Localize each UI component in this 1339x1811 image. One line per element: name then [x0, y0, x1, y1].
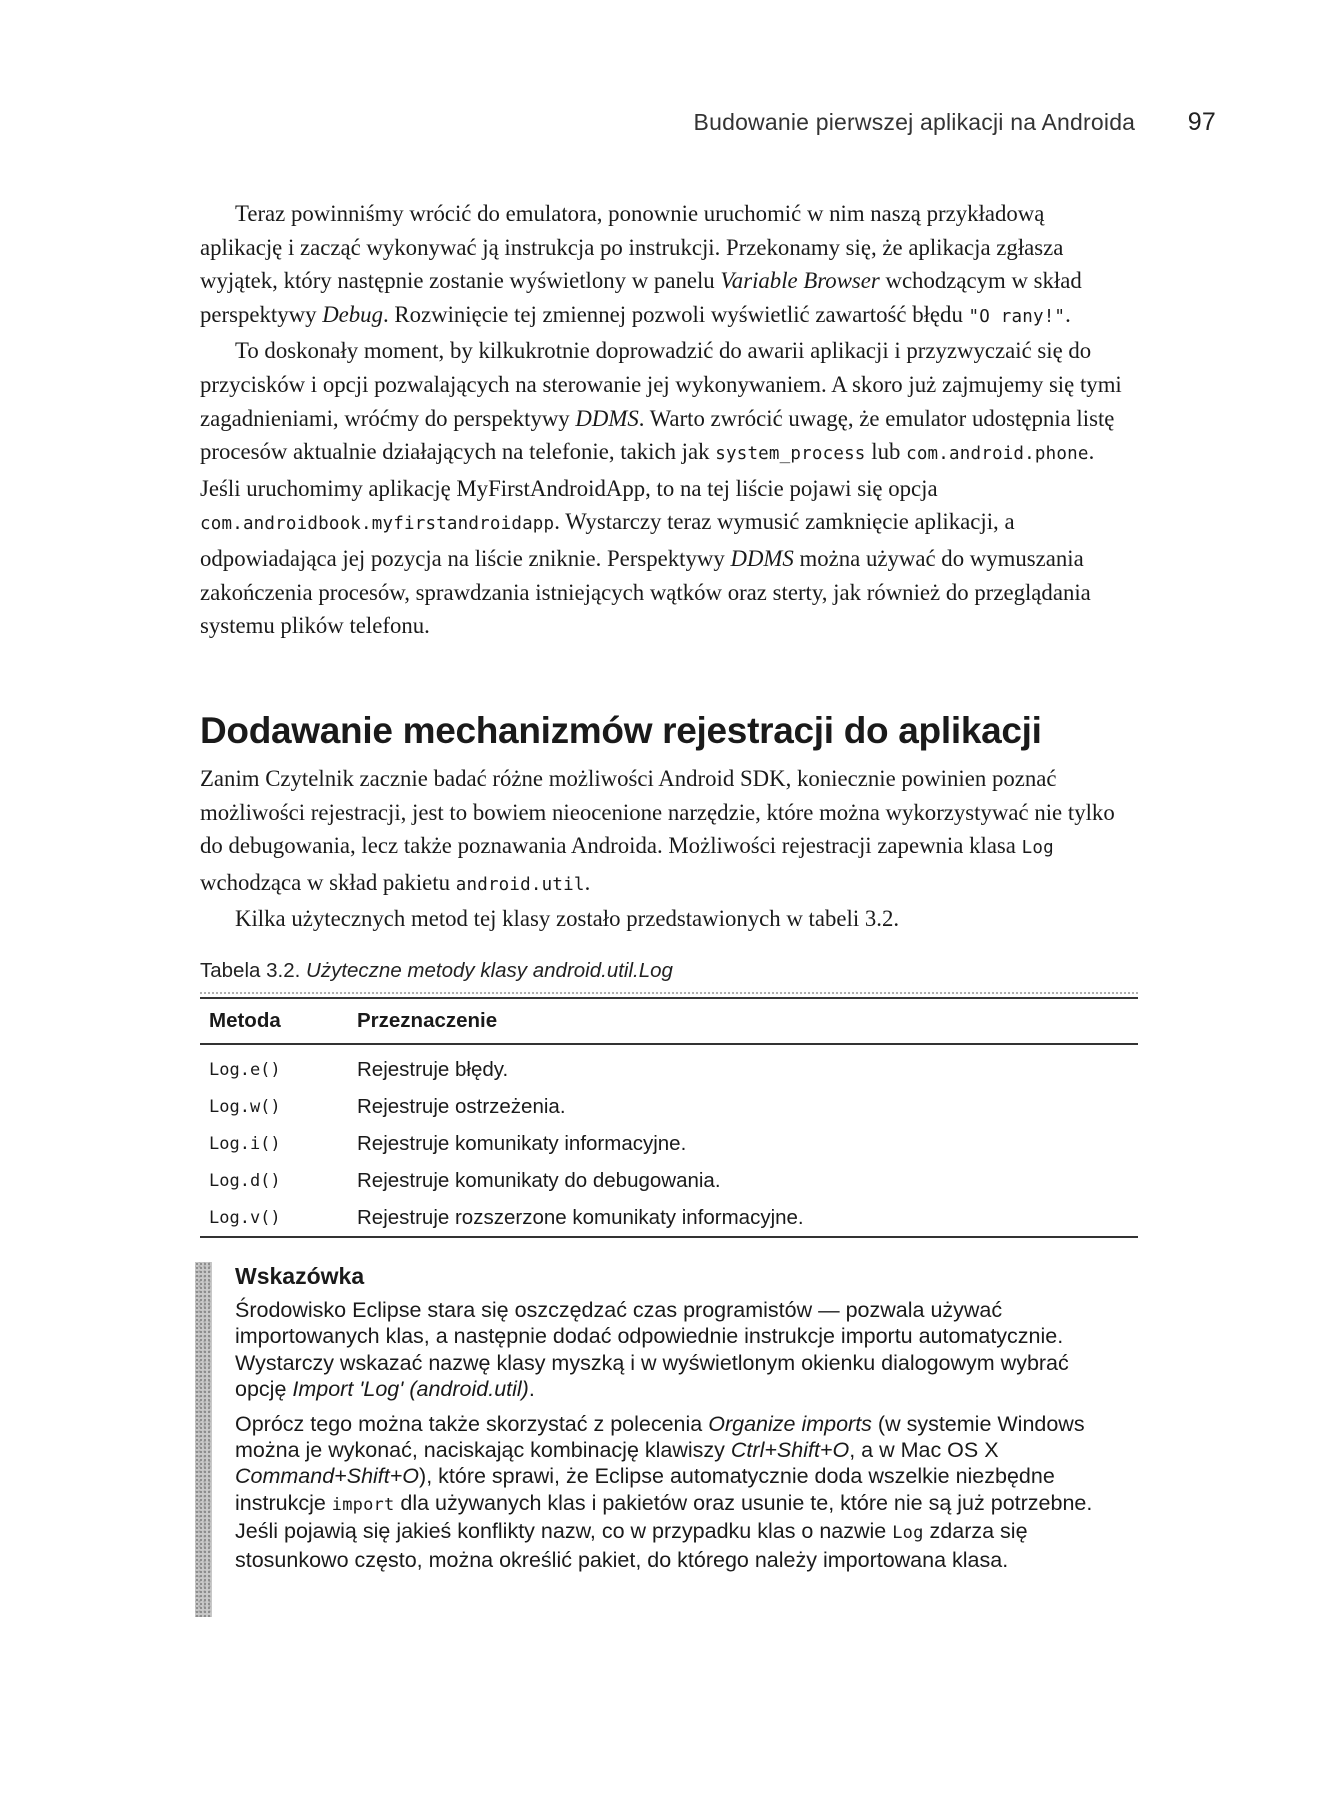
- emphasis: Debug: [322, 301, 383, 327]
- section-text: [200, 762, 1130, 936]
- inline-code: "O rany!": [968, 306, 1066, 327]
- purpose-cell: Rejestruje błędy.: [357, 1057, 509, 1081]
- tip-content: [235, 1262, 1125, 1581]
- table-row: [200, 1199, 1138, 1237]
- method-cell: Log.w(): [209, 1096, 281, 1117]
- inline-code: com.androidbook.myfirstandroidapp: [200, 514, 555, 535]
- running-head: [0, 108, 1216, 137]
- emphasis: DDMS: [730, 545, 794, 571]
- purpose-cell: Rejestruje komunikaty do debugowania.: [357, 1168, 721, 1192]
- method-cell: Log.i(): [209, 1133, 281, 1154]
- methods-table-wrapper: [200, 992, 1138, 1238]
- column-header-purpose: Przeznaczenie: [357, 1009, 498, 1032]
- tip-paragraph: Oprócz tego można także skorzystać z polecenia Organize imports (w systemie Windows można je wykonać, naciskając kombinację klawiszy Ctrl+Shift+O, a w Mac OS X Command+Shift+O), które sprawi, że Eclipse automatycznie doda wszelkie niezbędne instrukcje import dla używanych klas i pakietów oraz usunie te, które nie są już potrzebne. Jeśli pojawią się jakieś konflikty nazw, co w przypadku klas o nazwie Log zdarza się stosunkowo często, można określić pakiet, do którego należy importowana klasa.: [235, 1411, 1093, 1572]
- inline-code: import: [331, 1494, 395, 1515]
- column-header-method: Metoda: [209, 1009, 281, 1032]
- method-cell: Log.v(): [209, 1207, 281, 1228]
- method-cell: Log.e(): [209, 1059, 281, 1080]
- inline-code: system_process: [715, 444, 866, 465]
- table-caption-label: Tabela 3.2.: [200, 959, 301, 982]
- purpose-cell: Rejestruje rozszerzone komunikaty informacyjne.: [357, 1205, 804, 1229]
- tip-title: Wskazówka: [235, 1263, 365, 1289]
- paragraph: To doskonały moment, by kilkukrotnie doprowadzić do awarii aplikacji i przyzwyczaić się do przycisków i opcji pozwalających na sterowanie jej wykonywaniem. A skoro już zajmujemy się tymi zagadnieniami, wróćmy do perspektywy DDMS. Warto zwrócić uwagę, że emulator udostępnia listę procesów aktualnie działających na telefonie, takich jak system_process lub com.android.phone. Jeśli uruchomimy aplikację MyFirstAndroidApp, to na tej liście pojawi się opcja com.androidbook.myfirstandroidapp. Wystarczy teraz wymusić zamknięcie aplikacji, a odpowiadająca jej pozycja na liście zniknie. Perspektywy DDMS można używać do wymuszania zakończenia procesów, sprawdzania istniejących wątków oraz sterty, jak również do przeglądania systemu plików telefonu.: [200, 338, 1122, 639]
- table-header-row: [200, 998, 1138, 1044]
- purpose-cell: Rejestruje komunikaty informacyjne.: [357, 1131, 687, 1155]
- tip-paragraph: Środowisko Eclipse stara się oszczędzać czas programistów — pozwala używać importowanych klas, a następnie dodać odpowiednie instrukcje importu automatycznie. Wystarczy wskazać nazwę klasy myszką i w wyświetlonym okienku dialogowym wybrać opcję Import 'Log' (android.util).: [235, 1298, 1069, 1402]
- inline-code: android.util: [455, 874, 585, 895]
- table-row: [200, 1044, 1138, 1088]
- emphasis: Organize imports: [708, 1411, 872, 1436]
- purpose-cell: Rejestruje ostrzeżenia.: [357, 1094, 566, 1118]
- running-title: Budowanie pierwszej aplikacji na Androida: [693, 109, 1136, 135]
- emphasis: Variable Browser: [720, 268, 880, 294]
- inline-code: Log: [1021, 838, 1054, 859]
- paragraph: Kilka użytecznych metod tej klasy zostało przedstawionych w tabeli 3.2.: [235, 906, 900, 932]
- table-row: [200, 1162, 1138, 1199]
- page-number: 97: [1187, 108, 1216, 136]
- emphasis: Ctrl+Shift+O: [730, 1438, 850, 1463]
- emphasis: DDMS: [575, 405, 639, 431]
- section-heading: Dodawanie mechanizmów rejestracji do aplikacji: [200, 710, 1042, 751]
- method-cell: Log.d(): [209, 1170, 281, 1191]
- table-row: [200, 1125, 1138, 1162]
- table-row: [200, 1088, 1138, 1125]
- tip-sidebar-decoration: [195, 1262, 212, 1617]
- paragraph: Teraz powinniśmy wrócić do emulatora, ponownie uruchomić w nim naszą przykładową aplikację i zacząć wykonywać ją instrukcja po instrukcji. Przekonamy się, że aplikacja zgłasza wyjątek, który następnie zostanie wyświetlony w panelu Variable Browser wchodzącym w skład perspektywy Debug. Rozwinięcie tej zmiennej pozwoli wyświetlić zawartość błędu "O rany!".: [200, 201, 1082, 327]
- paragraph: Zanim Czytelnik zacznie badać różne możliwości Android SDK, koniecznie powinien poznać możliwości rejestracji, jest to bowiem nieocenione narzędzie, które można wykorzystywać nie tylko do debugowania, lecz także poznawania Androida. Możliwości rejestracji zapewnia klasa Log wchodząca w skład pakietu android.util.: [200, 766, 1115, 895]
- intro-text: [200, 197, 1130, 643]
- dotted-divider: [200, 992, 1138, 994]
- table-caption-title: Użyteczne metody klasy android.util.Log: [306, 959, 673, 982]
- inline-code: com.android.phone: [906, 444, 1089, 465]
- emphasis: Import 'Log' (android.util): [292, 1377, 529, 1402]
- table-caption: [200, 959, 673, 983]
- emphasis: Command+Shift+O: [235, 1464, 420, 1489]
- methods-table: [200, 997, 1138, 1238]
- inline-code: Log: [892, 1523, 924, 1544]
